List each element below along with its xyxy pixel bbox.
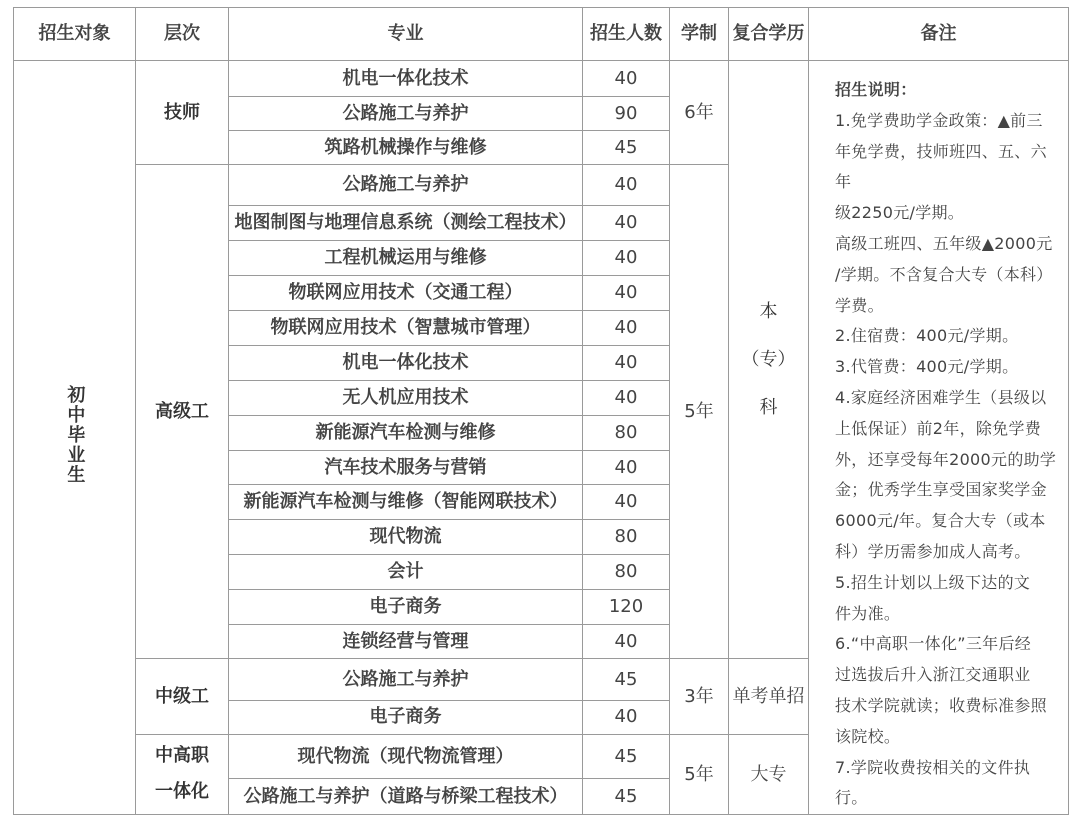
count-cell: 40 — [583, 485, 670, 520]
table-row — [14, 61, 1069, 97]
notes-line: 1.免学费助学金政策：▲前三 — [835, 110, 1043, 130]
degree-cell: 大专 — [729, 734, 809, 814]
major-cell: 公路施工与养护 — [229, 659, 583, 700]
notes-line: 该院校。 — [835, 726, 901, 746]
target-label: 初中毕业生 — [64, 385, 86, 486]
notes-line: 5.招生计划以上级下达的文 — [835, 572, 1031, 592]
major-cell: 工程机械运用与维修 — [229, 241, 583, 276]
count-cell: 40 — [583, 346, 670, 381]
count-cell: 45 — [583, 734, 670, 778]
duration-cell: 5年 — [670, 165, 729, 659]
major-cell: 公路施工与养护 — [229, 97, 583, 131]
count-cell: 45 — [583, 131, 670, 165]
major-cell: 连锁经营与管理 — [229, 625, 583, 659]
degree-ben-line: 科 — [759, 396, 778, 418]
degree-ben-line: （专） — [741, 348, 796, 370]
count-cell: 80 — [583, 520, 670, 555]
notes-line: 学费。 — [835, 295, 884, 315]
count-cell: 40 — [583, 700, 670, 734]
notes-line: 7.学院收费按相关的文件执 — [835, 757, 1031, 777]
major-cell: 新能源汽车检测与维修 — [229, 416, 583, 451]
level-cell — [136, 165, 229, 659]
level-cell — [136, 61, 229, 165]
count-cell: 40 — [583, 61, 670, 97]
notes-line: 年免学费，技师班四、五、六年 — [835, 141, 1047, 192]
notes-line: /学期。不含复合大专（本科） — [835, 264, 1053, 284]
degree-ben-line: 本 — [759, 300, 778, 322]
count-cell: 40 — [583, 311, 670, 346]
count-cell: 45 — [583, 779, 670, 815]
count-cell: 120 — [583, 590, 670, 625]
notes-line: 6.“中高职一体化”三年后经 — [835, 634, 1032, 654]
count-cell: 80 — [583, 416, 670, 451]
table-body — [14, 61, 1069, 815]
major-cell: 公路施工与养护（道路与桥梁工程技术） — [229, 779, 583, 815]
notes-line: 过选拔后升入浙江交通职业 — [835, 665, 1031, 685]
level-label-line: 技师 — [164, 101, 200, 123]
major-cell: 汽车技术服务与营销 — [229, 451, 583, 485]
notes-line: 2.住宿费：400元/学期。 — [835, 326, 1019, 346]
level-cell — [136, 734, 229, 814]
notes-line: 上低保证）前2年，除免学费 — [835, 418, 1042, 438]
notes-line: 4.家庭经济困难学生（县级以 — [835, 387, 1047, 407]
major-cell: 筑路机械操作与维修 — [229, 131, 583, 165]
notes-line: 外，还享受每年2000元的助学 — [835, 449, 1057, 469]
count-cell: 40 — [583, 276, 670, 311]
level-cell — [136, 659, 229, 734]
target-cell — [14, 61, 136, 815]
major-cell: 无人机应用技术 — [229, 381, 583, 416]
level-label-line: 高级工 — [155, 400, 209, 422]
major-cell: 电子商务 — [229, 700, 583, 734]
header-row — [14, 8, 1069, 61]
major-cell: 物联网应用技术（智慧城市管理） — [229, 311, 583, 346]
notes-line: 6000元/年。复合大专（或本 — [835, 511, 1046, 531]
notes-line: 件为准。 — [835, 603, 901, 623]
count-cell: 80 — [583, 555, 670, 590]
count-cell: 40 — [583, 381, 670, 416]
major-cell: 会计 — [229, 555, 583, 590]
major-cell: 物联网应用技术（交通工程） — [229, 276, 583, 311]
major-cell: 现代物流 — [229, 520, 583, 555]
header-count: 招生人数 — [583, 8, 670, 61]
notes-line: 行。 — [835, 788, 868, 808]
level-label-line: 中级工 — [155, 685, 209, 707]
count-cell: 45 — [583, 659, 670, 700]
major-cell: 新能源汽车检测与维修（智能网联技术） — [229, 485, 583, 520]
header-remarks: 备注 — [809, 8, 1069, 61]
header-duration: 学制 — [670, 8, 729, 61]
notes-line: 3.代管费：400元/学期。 — [835, 357, 1019, 377]
header-target: 招生对象 — [14, 8, 136, 61]
duration-cell: 5年 — [670, 734, 729, 814]
count-cell: 40 — [583, 451, 670, 485]
major-cell: 地图制图与地理信息系统（测绘工程技术） — [229, 206, 583, 241]
degree-cell-ben — [729, 61, 809, 659]
count-cell: 90 — [583, 97, 670, 131]
level-label-line: 中高职 — [155, 745, 209, 767]
major-cell: 现代物流（现代物流管理） — [229, 734, 583, 778]
notes-line: 级2250元/学期。 — [835, 203, 965, 223]
duration-cell: 6年 — [670, 61, 729, 165]
header-level: 层次 — [136, 8, 229, 61]
major-cell: 公路施工与养护 — [229, 165, 583, 206]
count-cell: 40 — [583, 625, 670, 659]
notes-line: 高级工班四、五年级▲2000元 — [835, 233, 1053, 253]
duration-cell: 3年 — [670, 659, 729, 734]
count-cell: 40 — [583, 206, 670, 241]
notes-line: 技术学院就读；收费标准参照 — [835, 695, 1047, 715]
notes-title: 招生说明： — [835, 80, 917, 99]
degree-cell: 单考单招 — [729, 659, 809, 734]
count-cell: 40 — [583, 241, 670, 276]
major-cell: 机电一体化技术 — [229, 61, 583, 97]
count-cell: 40 — [583, 165, 670, 206]
header-major: 专业 — [229, 8, 583, 61]
enrollment-table — [13, 7, 1069, 815]
notes-line: 金；优秀学生享受国家奖学金 — [835, 480, 1047, 500]
major-cell: 机电一体化技术 — [229, 346, 583, 381]
level-label-line: 一体化 — [155, 781, 209, 803]
major-cell: 电子商务 — [229, 590, 583, 625]
header-degree: 复合学历 — [729, 8, 809, 61]
notes-cell — [809, 61, 1069, 815]
notes-line: 科）学历需参加成人高考。 — [835, 541, 1031, 561]
